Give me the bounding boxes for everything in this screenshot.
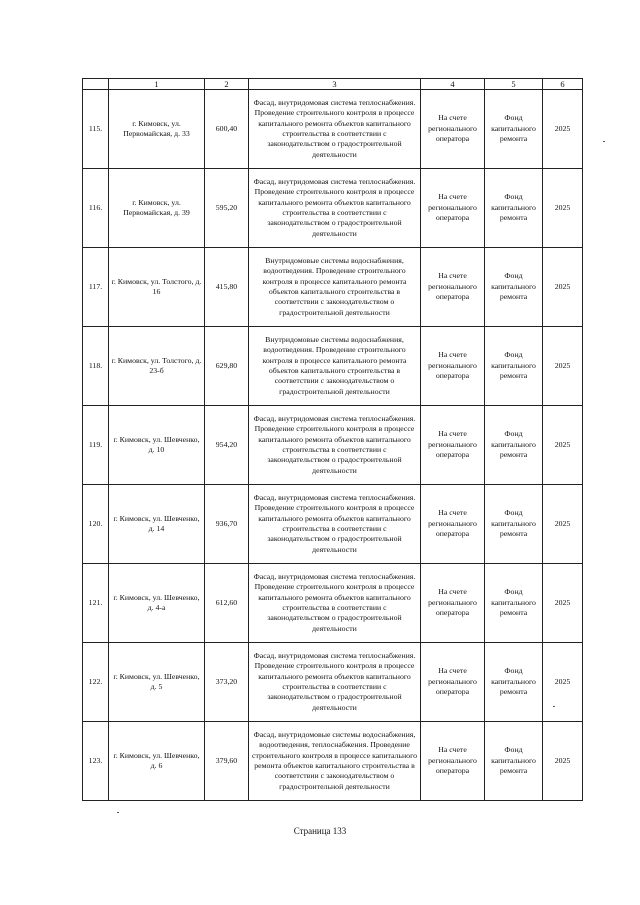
area-cell: 629,80 [205, 327, 249, 406]
account-method-cell: На счете регионального оператора [421, 485, 485, 564]
works-description-cell: Внутридомовые системы водоснабжения, водоотведения. Проведение строительного контроля в процессе капитального ремонта объектов капитального строительства в соответствии с законодательством о градостроительной деятельности [249, 327, 421, 406]
header-cell: 6 [543, 79, 583, 90]
header-cell: 1 [109, 79, 205, 90]
scan-speck [553, 706, 555, 707]
year-cell: 2025 [543, 327, 583, 406]
year-cell: 2025 [543, 485, 583, 564]
year-cell: 2025 [543, 90, 583, 169]
address-cell: г. Кимовск, ул. Шевченко, д. 10 [109, 406, 205, 485]
funding-source-cell: Фонд капитального ремонта [485, 643, 543, 722]
row-number-cell: 118. [83, 327, 109, 406]
row-number-cell: 123. [83, 722, 109, 801]
works-description-cell: Фасад, внутридомовая система теплоснабжения. Проведение строительного контроля в процессе капитального ремонта объектов капитального строительства в соответствии с законодательством о градостроительной деятельности [249, 485, 421, 564]
page-number: Страница 133 [293, 826, 347, 836]
account-method-cell: На счете регионального оператора [421, 722, 485, 801]
table-row [83, 485, 583, 564]
row-number-cell: 119. [83, 406, 109, 485]
row-number-cell: 120. [83, 485, 109, 564]
year-cell: 2025 [543, 406, 583, 485]
account-method-cell: На счете регионального оператора [421, 406, 485, 485]
header-cell: 2 [205, 79, 249, 90]
area-cell: 600,40 [205, 90, 249, 169]
works-description-cell: Фасад, внутридомовая система теплоснабжения. Проведение строительного контроля в процессе капитального ремонта объектов капитального строительства в соответствии с законодательством о градостроительной деятельности [249, 643, 421, 722]
works-description-cell: Фасад, внутридомовая система теплоснабжения. Проведение строительного контроля в процессе капитального ремонта объектов капитального строительства в соответствии с законодательством о градостроительной деятельности [249, 564, 421, 643]
works-description-cell: Внутридомовые системы водоснабжения, водоотведения. Проведение строительного контроля в процессе капитального ремонта объектов капитального строительства в соответствии с законодательством о градостроительной деятельности [249, 248, 421, 327]
header-cell: 4 [421, 79, 485, 90]
table-row [83, 327, 583, 406]
account-method-cell: На счете регионального оператора [421, 169, 485, 248]
header-cell-blank [83, 79, 109, 90]
row-number-cell: 116. [83, 169, 109, 248]
address-cell: г. Кимовск, ул. Шевченко, д. 14 [109, 485, 205, 564]
address-cell: г. Кимовск, ул. Шевченко, д. 6 [109, 722, 205, 801]
table-row [83, 406, 583, 485]
works-description-cell: Фасад, внутридомовая система теплоснабжения. Проведение строительного контроля в процессе капитального ремонта объектов капитального строительства в соответствии с законодательством о градостроительной деятельности [249, 169, 421, 248]
funding-source-cell: Фонд капитального ремонта [485, 248, 543, 327]
area-cell: 415,80 [205, 248, 249, 327]
funding-source-cell: Фонд капитального ремонта [485, 485, 543, 564]
scan-speck [603, 141, 605, 142]
area-cell: 612,60 [205, 564, 249, 643]
area-cell: 595,20 [205, 169, 249, 248]
account-method-cell: На счете регионального оператора [421, 643, 485, 722]
address-cell: г. Кимовск, ул. Толстого, д. 23-б [109, 327, 205, 406]
funding-source-cell: Фонд капитального ремонта [485, 722, 543, 801]
address-cell: г. Кимовск, ул. Шевченко, д. 5 [109, 643, 205, 722]
funding-source-cell: Фонд капитального ремонта [485, 327, 543, 406]
row-number-cell: 117. [83, 248, 109, 327]
table-header-row [83, 79, 583, 90]
funding-source-cell: Фонд капитального ремонта [485, 90, 543, 169]
row-number-cell: 121. [83, 564, 109, 643]
account-method-cell: На счете регионального оператора [421, 327, 485, 406]
area-cell: 954,20 [205, 406, 249, 485]
year-cell: 2025 [543, 248, 583, 327]
year-cell: 2025 [543, 643, 583, 722]
scan-speck [117, 812, 119, 813]
address-cell: г. Кимовск, ул. Шевченко, д. 4-а [109, 564, 205, 643]
table-row [83, 90, 583, 169]
address-cell: г. Кимовск, ул. Первомайская, д. 33 [109, 90, 205, 169]
account-method-cell: На счете регионального оператора [421, 564, 485, 643]
table-row [83, 248, 583, 327]
address-cell: г. Кимовск, ул. Толстого, д. 16 [109, 248, 205, 327]
area-cell: 373,20 [205, 643, 249, 722]
year-cell: 2025 [543, 564, 583, 643]
funding-source-cell: Фонд капитального ремонта [485, 564, 543, 643]
works-description-cell: Фасад, внутридомовые системы водоснабжения, водоотведения, теплоснабжения. Проведение строительного контроля в процессе капитального ремонта объектов капитального строительства в соответствии с законодательством о градостроительной деятельности [249, 722, 421, 801]
funding-source-cell: Фонд капитального ремонта [485, 406, 543, 485]
address-cell: г. Кимовск, ул. Первомайская, д. 39 [109, 169, 205, 248]
works-description-cell: Фасад, внутридомовая система теплоснабжения. Проведение строительного контроля в процессе капитального ремонта объектов капитального строительства в соответствии с законодательством о градостроительной деятельности [249, 406, 421, 485]
account-method-cell: На счете регионального оператора [421, 248, 485, 327]
repair-program-table [82, 78, 583, 801]
row-number-cell: 115. [83, 90, 109, 169]
area-cell: 379,60 [205, 722, 249, 801]
table-row [83, 643, 583, 722]
area-cell: 936,70 [205, 485, 249, 564]
account-method-cell: На счете регионального оператора [421, 90, 485, 169]
row-number-cell: 122. [83, 643, 109, 722]
table-row [83, 169, 583, 248]
year-cell: 2025 [543, 169, 583, 248]
header-cell: 3 [249, 79, 421, 90]
table-row [83, 722, 583, 801]
header-cell: 5 [485, 79, 543, 90]
funding-source-cell: Фонд капитального ремонта [485, 169, 543, 248]
works-description-cell: Фасад, внутридомовая система теплоснабжения. Проведение строительного контроля в процессе капитального ремонта объектов капитального строительства в соответствии с законодательством о градостроительной деятельности [249, 90, 421, 169]
table-row [83, 564, 583, 643]
year-cell: 2025 [543, 722, 583, 801]
